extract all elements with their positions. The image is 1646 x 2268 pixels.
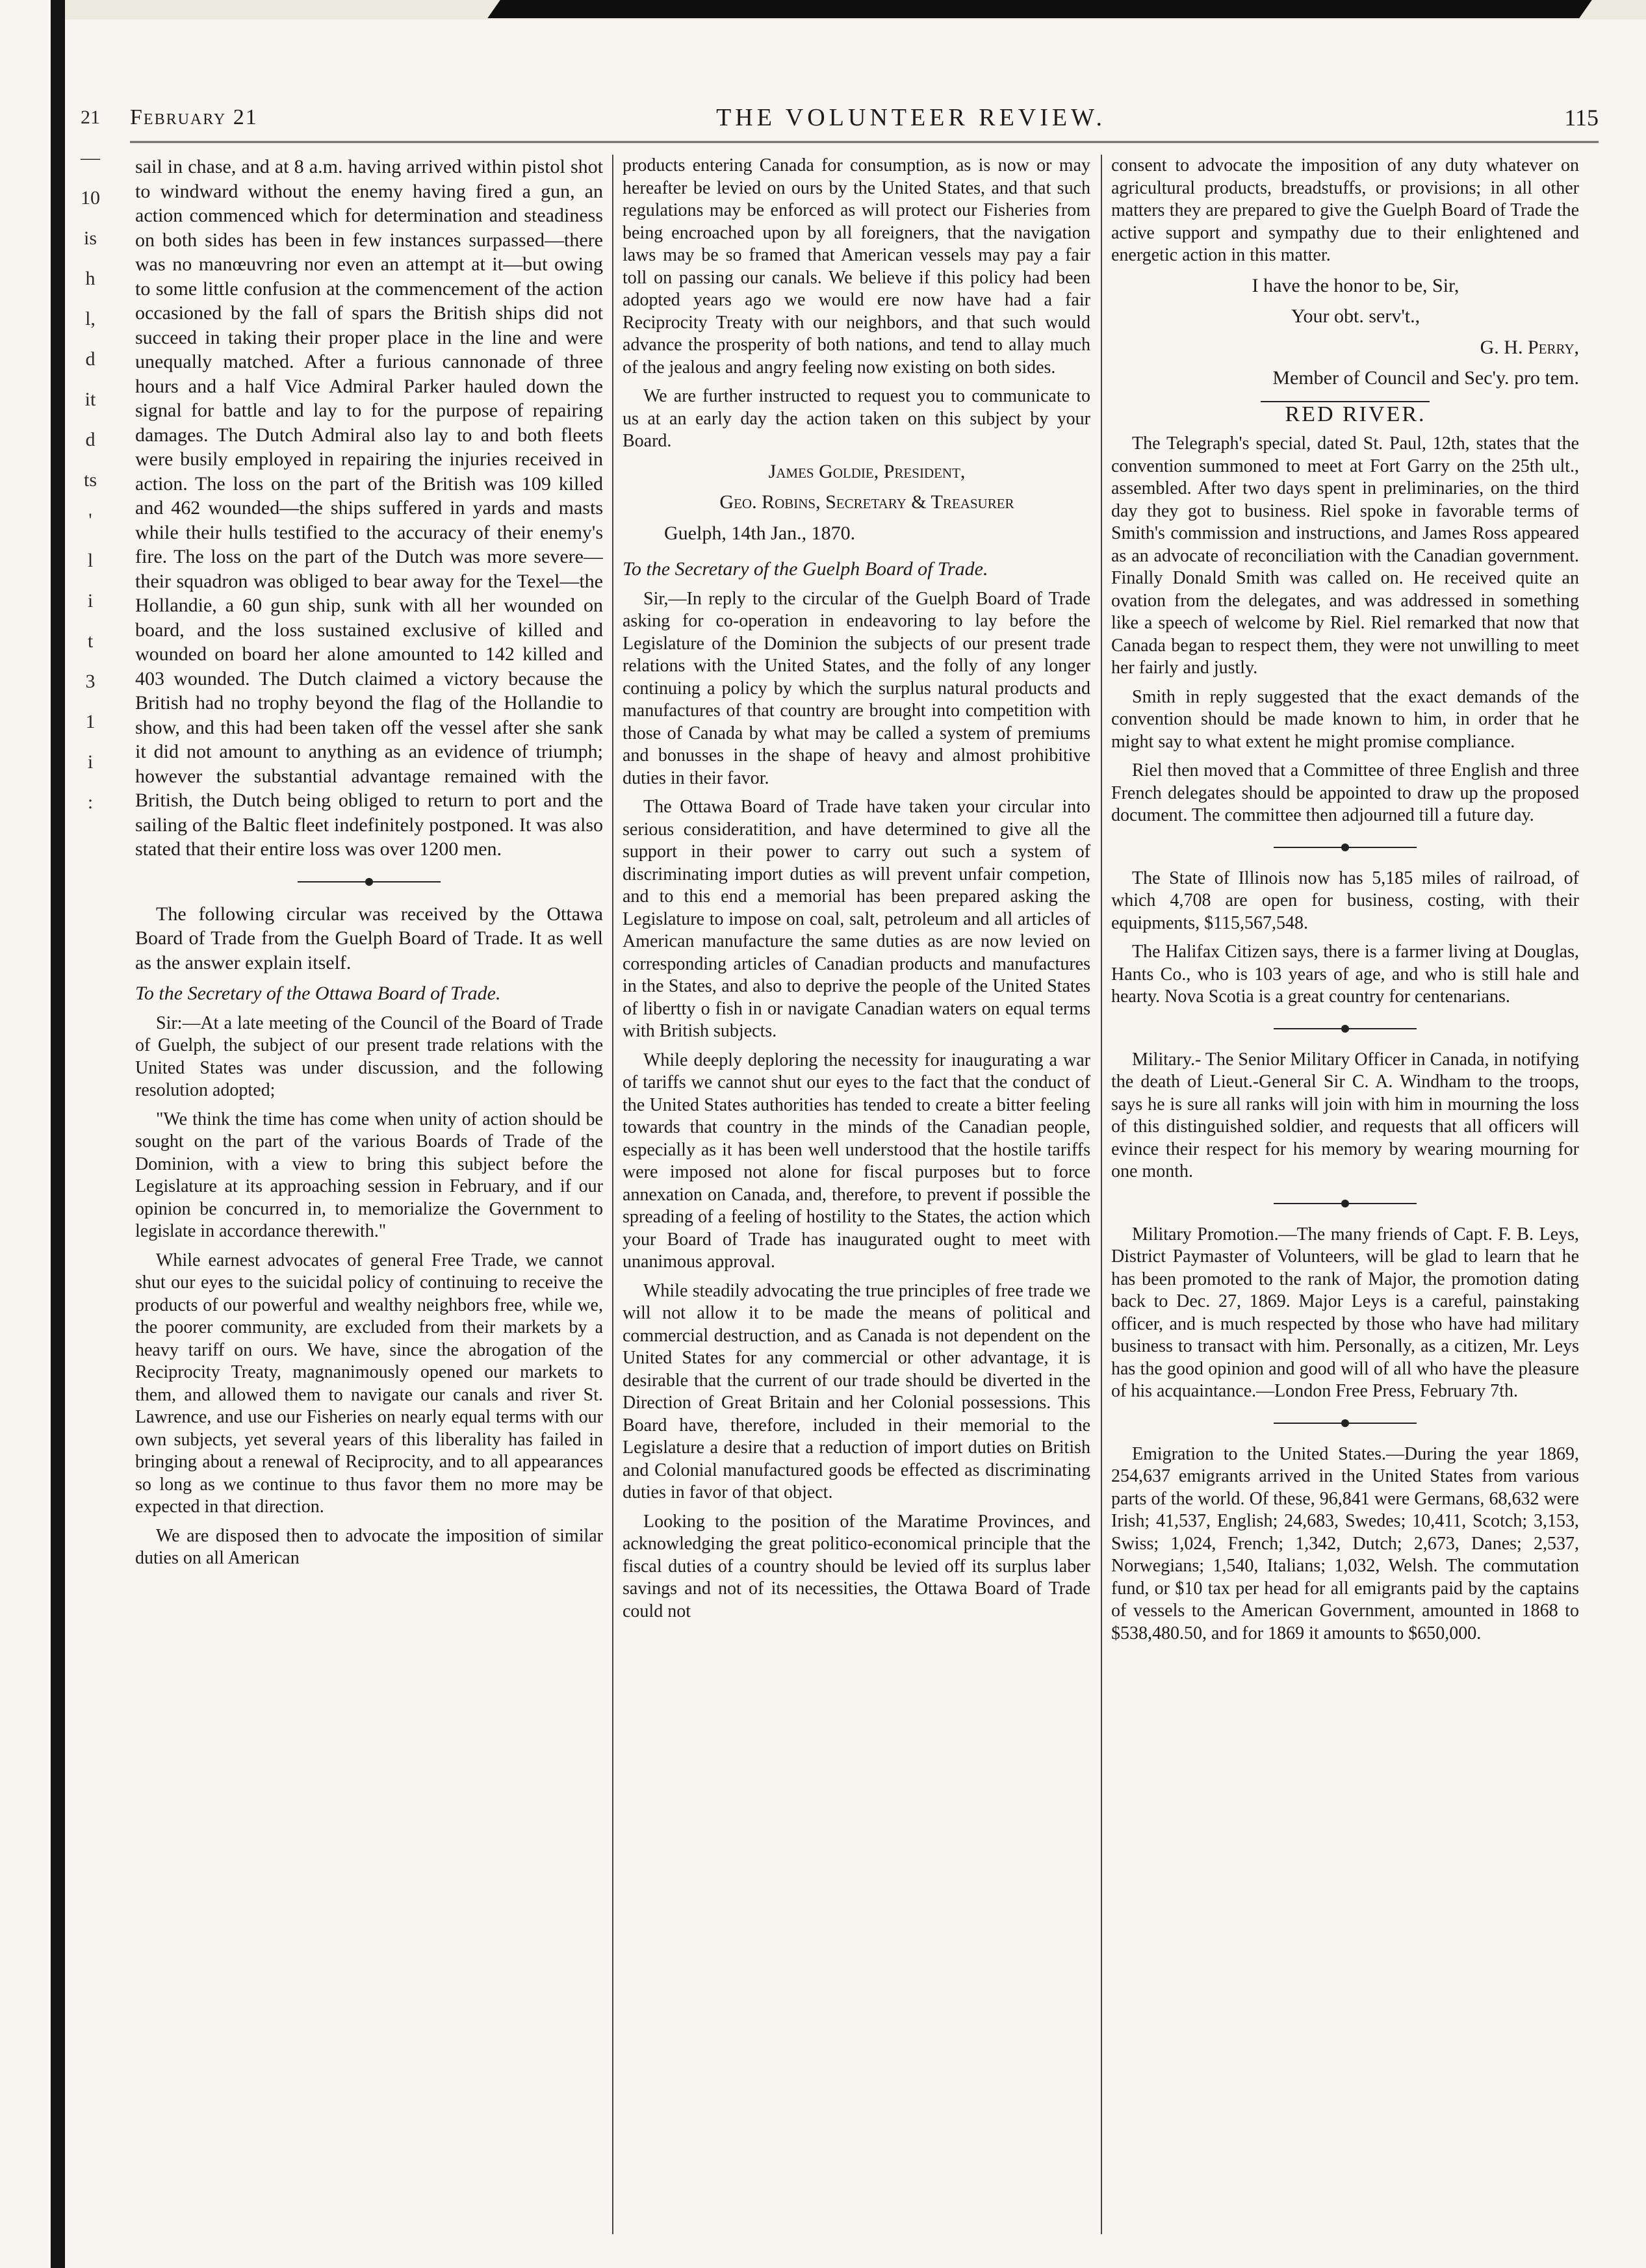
margin-fragment: 3	[85, 671, 96, 692]
paragraph: We are further instructed to request you to communicate to us at an early day the action taken on this subject by your Board.	[623, 386, 1090, 451]
margin-fragment: 21	[81, 107, 100, 128]
signature-line: Member of Council and Sec'y. pro tem.	[1272, 367, 1579, 389]
signature-date: Guelph, 14th Jan., 1870.	[664, 522, 856, 544]
paragraph: Smith in reply suggested that the exact demands of the convention should be made known to him, in order that he might say to what extent he might promise compliance.	[1111, 686, 1579, 752]
section-separator	[298, 881, 441, 883]
margin-fragment: '	[88, 509, 92, 531]
paragraph: sail in chase, and at 8 a.m. having arrived within pistol shot to windward without the enemy having fired a gun, an action commenced which for determination and steadiness on both sides has been in few instances surpassed—there was no manœuvring nor even an attempt at it—but owing to some little confusion at the commencement of the action occasioned by the fall of spars the British ships did not succeed in taking their proper place in the line and were unequally matched. After a furious cannonade of three hours and a half Vice Admiral Parker hauled down the signal for battle and lay to for the purpose of repairing damages. The Dutch Admiral also lay to and both fleets were busily employed in repairing the injuries received in action. The loss on the part of the British was 109 killed and 462 wounded—the ships suffered in yards and masts while their hulls testified to the accuracy of their enemy's fire. The loss on the part of the Dutch was more severe—their squadron was obliged to bear away for the Texel—the Hollandie, a 60 gun ship, sunk with all her wounded on board, and the loss sustained exclusive of killed and wounded on board her alone amounted to 142 killed and 403 wounded. The Dutch claimed a victory because the British had no trophy beyond the flag of the Hollandie to show, and this had been taken off the vessel after she sank it did not amount to anything as an evidence of triumph; however the substantial advantage remained with the British, the Dutch being obliged to return to port and the sailing of the Baltic fleet indefinitely postponed. It was also stated that their entire loss was over 1200 men.	[135, 156, 603, 860]
page-number: 115	[1564, 105, 1599, 131]
signature-line: Your obt. serv't.,	[1291, 305, 1421, 327]
column-3	[1111, 155, 1579, 2234]
margin-fragment: i	[87, 751, 94, 773]
margin-fragment: i	[87, 590, 94, 612]
margin-fragment: t	[87, 630, 94, 652]
binding-shadow	[51, 0, 65, 2268]
paragraph: While earnest advocates of general Free Trade, we cannot shut our eyes to the suicidal policy of continuing to receive the products of our powerful and wealthy neighbors free, while we, the poorer community, are excluded from their markets by a heavy tariff on ours. We have, since the abrogation of the Reciprocity Treaty, magnanimously opened our markets to them, and allowed them to navigate our canals and river St. Lawrence, and use our Fisheries on nearly equal terms with our own subjects, yet several years of this liberality has failed in bringing about a renewal of Reciprocity, and to all appearances so long as we continue to thus favor them no more may be expected in that direction.	[135, 1250, 603, 1517]
margin-fragment: l,	[85, 308, 96, 329]
column-rule	[612, 155, 613, 2234]
letter-address: To the Secretary of the Guelph Board of Trade.	[623, 558, 988, 580]
margin-fragment: 1	[85, 711, 96, 732]
paragraph: The Telegraph's special, dated St. Paul, 12th, states that the convention summoned to meet at Fort Garry on the 25th ult., assembled. After two days spent in preliminaries, on the third day they got to business. Riel spoke in favorable terms of Smith's commission and instructions, and James Ross appeared as an advocate of reconciliation with the Canadian government. Finally Donald Smith was called on. He received quite an ovation from the delegates, and was addressed in something like a speech of welcome by Riel. Riel remarked that now that Canada began to respect them, they were not unwilling to meet her fairly and justly.	[1111, 433, 1579, 678]
paragraph: Military.- The Senior Military Officer in Canada, in notifying the death of Lieut.-General Sir C. A. Windham to the troops, says he is sure all ranks will join with him in mourning the loss of this distinguished soldier, and requests that all officers will evince their respect for his memory by wearing mourning for one month.	[1111, 1049, 1579, 1181]
paragraph: The following circular was received by the Ottawa Board of Trade from the Guelph Board of Trade. It as well as the answer explain itself.	[135, 903, 603, 973]
paragraph: Sir:—At a late meeting of the Council of the Board of Trade of Guelph, the subject of our present trade relations with the United States was under discussion, and the following resolution adopted;	[135, 1012, 603, 1100]
column-2	[623, 155, 1090, 2234]
paragraph: products entering Canada for consumption, as is now or may hereafter be levied on ours by the United States, and that such regulations may be enforced as will protect our Fisheries from being encroached upon by all foreigners, that the navigation laws may be so framed that American vessels may pay a fair toll on passing our canals. We believe if this policy had been adopted years ago we would ere now have had a fair Reciprocity Treaty with our neighbors, and that such would advance the prosperity of both nations, and tend to allay much of the jealous and angry feeling now existing on both sides.	[623, 155, 1090, 378]
paragraph: Sir,—In reply to the circular of the Guelph Board of Trade asking for co-operation in endeavoring to lay before the Legislature of the Dominion the subjects of our present trade relations with the United States, and the folly of any longer continuing a policy by which the surplus natural products and manufactures of that country are brought into competition with those of Canada by what may be called a system of premiums and bonusses in the shape of heavy and almost prohibitive duties in their favor.	[623, 588, 1090, 788]
margin-fragment: it	[84, 389, 96, 410]
margin-fragment: l	[87, 550, 94, 571]
margin-fragment: d	[85, 348, 96, 370]
column-rule	[1101, 155, 1102, 2234]
signature-line: I have the honor to be, Sir,	[1252, 274, 1460, 296]
paragraph: While deeply deploring the necessity for inaugurating a war of tariffs we cannot shut our eyes to the fact that the conduct of the United States authorities has tended to create a bitter feeling towards that country in the minds of the Canadian people, especially as it has been well understood that the hostile tariffs were imposed not alone for fiscal purposes but to force annexation on Canada, and, therefore, to prevent if possible the spreading of a feeling of hostility to the States, the action which your Board of Trade has inaugurated ought to meet with unanimous approval.	[623, 1050, 1090, 1272]
quoted-resolution: "We think the time has come when unity of action should be sought on the part of the various Boards of Trade of the Dominion, with a view to bring this subject before the Legislature at its approaching session in February, and if our opinion be concurred in, to memorialize the Government to legislate in accordance therewith."	[135, 1109, 603, 1241]
paragraph: The Ottawa Board of Trade have taken your circular into serious consideratition, and have determined to give all the support in their power to carry out such a system of discriminating import duties as will prevent unfair competion, and to this end a memorial has been prepared asking the Legislature to impose on coal, salt, petroleum and all articles of American manufacture the same duties as are now levied on corresponding articles of Canadian products and manufactures in the States, and also to deprive the people of the United States of libertty o fish in or navigate Canadian waters on equal terms with British subjects.	[623, 797, 1090, 1041]
section-title: RED RIVER.	[1285, 402, 1426, 426]
section-separator	[1274, 847, 1417, 848]
section-separator	[1274, 1203, 1417, 1204]
paragraph: The Halifax Citizen says, there is a farmer living at Douglas, Hants Co., who is 103 years of age, and who is still hale and hearty. Nova Scotia is a great country for centenarians.	[1111, 942, 1579, 1007]
paragraph: We are disposed then to advocate the imposition of similar duties on all American	[135, 1525, 603, 1568]
publication-title: THE VOLUNTEER REVIEW.	[716, 104, 1106, 131]
header-date: February 21	[130, 105, 258, 129]
margin-fragment: —	[81, 147, 100, 168]
page-header	[130, 94, 1599, 143]
margin-fragment: d	[85, 429, 96, 450]
letter-address: To the Secretary of the Ottawa Board of Trade.	[135, 983, 501, 1004]
paragraph: While steadily advocating the true principles of free trade we will not allow it to be made the means of political and commercial destruction, and as Canada is not dependent on the United States for any commercial or other advantage, it is desirable that the current of our trade should be diverted in the Direction of Great Britain and her Colonial possessions. This Board have, therefore, included in their memorial to the Legislature a desire that a reduction of import duties on British and Colonial manufactured goods be effected as discriminating duties in favor of that object.	[623, 1280, 1090, 1502]
margin-fragment: :	[87, 792, 94, 813]
column-1	[135, 155, 603, 2234]
margin-fragment: 10	[81, 187, 100, 209]
left-margin-fragments	[65, 97, 116, 823]
paragraph: Looking to the position of the Maratime Provinces, and acknowledging the great politico-economical principle that the fiscal duties of a country should be levied off its surplus laber savings and not of its necessities, the Ottawa Board of Trade could not	[623, 1511, 1090, 1621]
paragraph: Riel then moved that a Committee of three English and three French delegates should be appointed to draw up the proposed document. The committee then adjourned till a future day.	[1111, 760, 1579, 825]
margin-fragment: ts	[83, 469, 97, 491]
newspaper-page	[65, 0, 1646, 2268]
section-separator	[1274, 1423, 1417, 1424]
paragraph: Emigration to the United States.—During the year 1869, 254,637 emigrants arrived in the United States from various parts of the world. Of these, 96,841 were Germans, 68,632 were Irish; 41,537, English; 24,683, Swedes; 10,411, Scotch; 3,153, Swiss; 1,024, French; 1,342, Dutch; 2,673, Danes; 2,537, Norwegians; 1,540, Italians; 1,032, Welsh. The commutation fund, or $10 tax per head for all emigrants paid by the captains of vessels to the American Government, amounted in 1868 to $538,480.50, and for 1869 it amounts to $650,000.	[1111, 1443, 1579, 1643]
margin-fragment: is	[83, 227, 97, 249]
paragraph: Military Promotion.—The many friends of Capt. F. B. Leys, District Paymaster of Volunteers, will be glad to learn that he has been promoted to the rank of Major, the promotion dating back to Dec. 27, 1869. Major Leys is a careful, painstaking officer, and is much respected by those who have had military business to transact with him. Personally, as a citizen, Mr. Leys has the good opinion and good will of all who have the pleasure of his acquaintance.—London Free Press, February 7th.	[1111, 1224, 1579, 1401]
signature-line: G. H. Perry,	[1480, 336, 1579, 358]
paragraph: The State of Illinois now has 5,185 miles of railroad, of which 4,708 are open for business, costing, with their equipments, $115,567,548.	[1111, 868, 1579, 933]
paragraph: consent to advocate the imposition of any duty whatever on agricultural products, breadstuffs, or provisions; in all other matters they are prepared to give the Guelph Board of Trade the active support and sympathy due to their enlightened and energetic action in this matter.	[1111, 155, 1579, 265]
signature-line: Geo. Robins, Secretary & Treasurer	[719, 491, 1014, 513]
signature-line: James Goldie, President,	[768, 460, 966, 482]
margin-fragment: h	[85, 268, 96, 289]
section-separator	[1274, 1028, 1417, 1029]
